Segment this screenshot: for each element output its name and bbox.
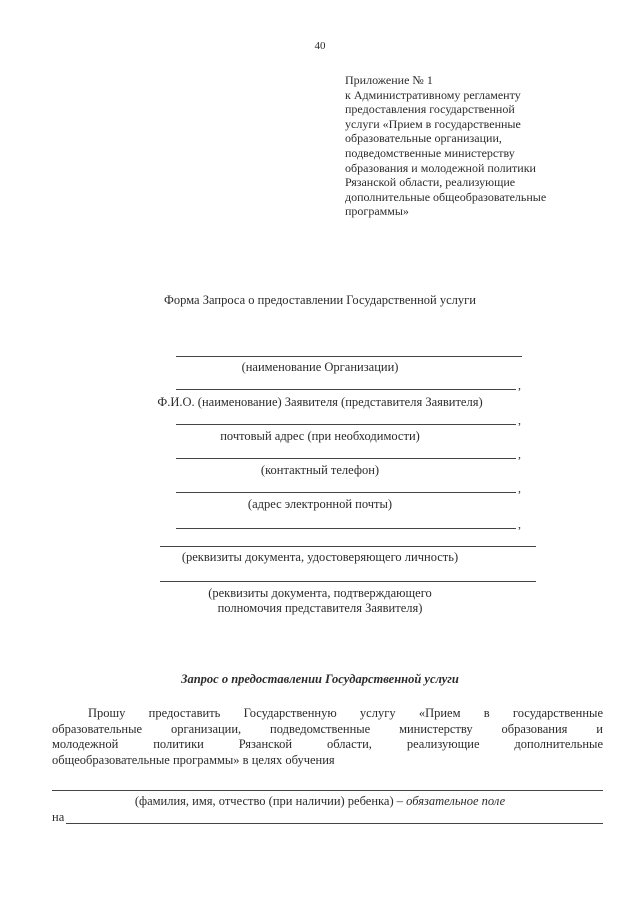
address-blank-line <box>176 424 516 425</box>
appendix-line: к Административному регламенту <box>345 87 521 102</box>
prefix-on: на <box>52 810 65 824</box>
request-paragraph <box>52 706 603 768</box>
applicant-label: Ф.И.О. (наименование) Заявителя (представителя Заявителя) <box>157 395 483 409</box>
authority-doc-label-2: полномочия представителя Заявителя) <box>217 601 423 615</box>
request-title: Запрос о предоставлении Государственной услуги <box>181 672 459 686</box>
email-blank-line <box>176 492 516 493</box>
appendix-line: образования и молодежной политики <box>345 160 536 175</box>
child-name-label <box>0 794 640 809</box>
appendix-line: услуги «Прием в государственные <box>345 116 521 131</box>
paragraph-line: молодежной политики Рязанской области, реализующие дополнительные <box>52 737 603 751</box>
authority-doc-label-1: (реквизиты документа, подтверждающего <box>208 586 432 600</box>
paragraph-line: образовательные организации, подведомственные министерству образования и <box>52 721 603 736</box>
appendix-line: Рязанской области, реализующие <box>345 175 516 190</box>
child-name-blank-line <box>52 790 603 791</box>
form-title: Форма Запроса о предоставлении Государственной услуги <box>164 293 476 307</box>
email-label: (адрес электронной почты) <box>247 497 393 511</box>
child-name-text: (фамилия, имя, отчество (при наличии) ребенка) – <box>134 794 404 808</box>
required-note: обязательное поле <box>406 794 506 808</box>
comma: , <box>518 447 521 461</box>
comma: , <box>518 481 521 495</box>
comma: , <box>518 378 521 392</box>
comma: , <box>518 413 521 427</box>
appendix-line: Приложение № 1 <box>345 73 433 87</box>
appendix-line: подведомственные министерству <box>345 145 515 160</box>
address-label: почтовый адрес (при необходимости) <box>220 429 420 443</box>
appendix-line: предоставления государственной <box>345 102 515 117</box>
applicant-blank-line <box>176 389 516 390</box>
appendix-line: программы» <box>345 204 409 219</box>
appendix-line: образовательные организации, <box>345 131 502 146</box>
phone-blank-line <box>176 458 516 459</box>
comma: , <box>518 517 521 531</box>
on-blank-line <box>66 823 603 824</box>
id-doc-second-line <box>160 546 536 547</box>
phone-label: (контактный телефон) <box>260 463 380 477</box>
appendix-header <box>345 73 546 219</box>
organization-label: (наименование Организации) <box>241 360 399 374</box>
id-doc-blank-line <box>176 528 516 529</box>
organization-blank-line <box>176 356 522 357</box>
paragraph-line: общеобразовательные программы» в целях обучения <box>52 752 335 767</box>
authority-doc-blank-line <box>160 581 536 582</box>
appendix-line: дополнительные общеобразовательные <box>345 189 547 204</box>
id-doc-label: (реквизиты документа, удостоверяющего личность) <box>181 550 459 564</box>
paragraph-line: Прошу предоставить Государственную услугу «Прием в государственные <box>88 706 603 720</box>
page-number: 40 <box>314 40 326 52</box>
